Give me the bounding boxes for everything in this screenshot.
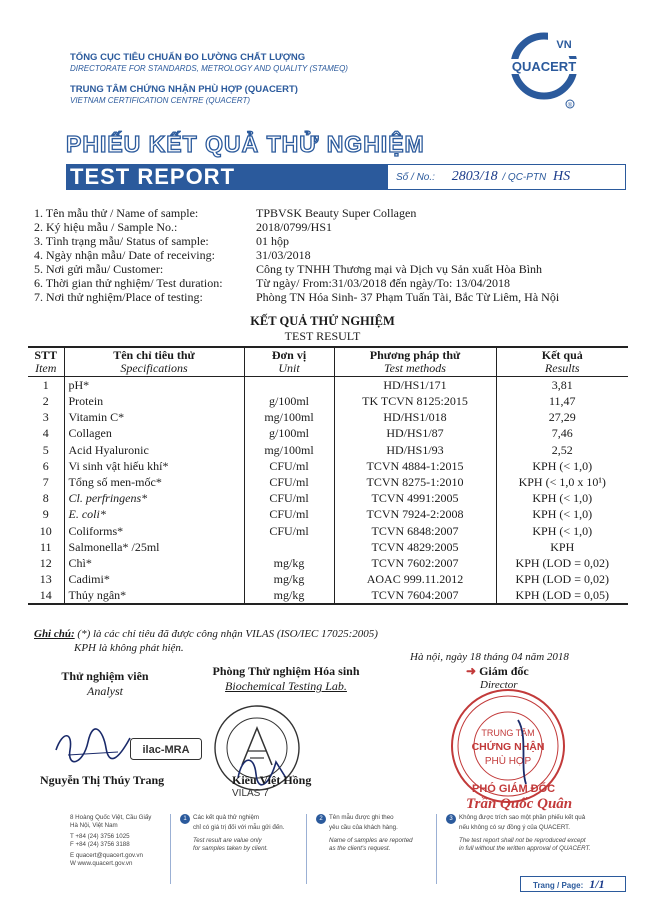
lab-head-name: Kiều Việt Hồng xyxy=(232,773,312,787)
org-name-en: DIRECTORATE FOR STANDARDS, METROLOGY AND QUALITY (STAMEQ) xyxy=(70,64,348,73)
cell-spec: Collagen xyxy=(64,425,244,441)
seal-line-2: CHỨNG NHẬN xyxy=(471,741,545,753)
report-number-suffix: / QC-PTN xyxy=(502,172,547,183)
footer-badge-3: 3 xyxy=(446,814,456,824)
cell-spec: Thủy ngân* xyxy=(64,587,244,604)
info-label: 6. Thời gian thử nghiệm/ Test duration: xyxy=(34,276,223,290)
cell-method: TCVN 4884-1:2015 xyxy=(334,458,496,474)
table-row xyxy=(28,523,628,539)
report-number-label: Số / No.: xyxy=(396,172,435,183)
cell-result: KPH xyxy=(496,539,628,555)
cell-method: TCVN 7604:2007 xyxy=(334,587,496,604)
issue-date: Hà nội, ngày 18 tháng 04 năm 2018 xyxy=(410,651,569,663)
footer-divider xyxy=(306,814,307,884)
org-name-vn: TỔNG CỤC TIÊU CHUẨN ĐO LƯỜNG CHẤT LƯỢNG xyxy=(70,52,306,63)
cell-result: KPH (< 1,0) xyxy=(496,506,628,522)
cell-stt: 6 xyxy=(42,458,49,473)
analyst-title-en: Analyst xyxy=(87,684,123,698)
cell-stt: 8 xyxy=(42,491,49,506)
table-row xyxy=(28,506,628,522)
ilac-mark-text: ilac-MRA xyxy=(142,744,190,756)
cell-result: KPH (< 1,0) xyxy=(496,458,628,474)
col-header-unit: Đơn vị Unit xyxy=(244,347,334,377)
cell-result: KPH (< 1,0) xyxy=(496,490,628,506)
page-label: Trang / Page: xyxy=(533,881,584,890)
table-row xyxy=(28,474,628,490)
cell-spec: pH* xyxy=(64,377,244,394)
cell-spec: E. coli* xyxy=(64,506,244,522)
footer-note-3: 3 Không được trích sao một phần phiếu kết quả nếu không có sự đồng ý của QUACERT. The test report shall not be reproduced except in full without the written approval of QUACERT. xyxy=(446,814,630,853)
cell-stt: 13 xyxy=(39,572,52,587)
cell-result: KPH (LOD = 0,05) xyxy=(496,587,628,604)
table-row xyxy=(28,409,628,425)
cell-stt: 11 xyxy=(39,539,52,554)
cell-unit: mg/100ml xyxy=(244,409,334,425)
cell-spec: Protein xyxy=(64,393,244,409)
cell-stt: 5 xyxy=(42,442,49,457)
cell-result: KPH (LOD = 0,02) xyxy=(496,555,628,571)
table-row xyxy=(28,442,628,458)
cell-method: TCVN 7602:2007 xyxy=(334,555,496,571)
cell-unit: CFU/ml xyxy=(244,523,334,539)
footer-badge-2: 2 xyxy=(316,814,326,824)
director-arrow-icon: ➜ xyxy=(466,664,477,678)
cell-result: 7,46 xyxy=(496,425,628,441)
analyst-block xyxy=(40,669,170,699)
cell-method: TK TCVN 8125:2015 xyxy=(334,393,496,409)
seal-line-3: PHÙ HỢP xyxy=(484,756,532,767)
cell-spec: Coliforms* xyxy=(64,523,244,539)
vilas-mark: VILAS 7 xyxy=(232,788,269,799)
cell-result: KPH (< 1,0 x 10¹) xyxy=(496,474,628,490)
footer-note-1: 1 Các kết quả thử nghiệm chỉ có giá trị đối với mẫu gửi đến. Test result are value only for samples taken by client. xyxy=(180,814,312,853)
report-number-value: 2803/18 xyxy=(451,169,498,184)
info-value: 2018/0799/HS1 xyxy=(256,220,333,234)
footer-badge-1: 1 xyxy=(180,814,190,824)
table-row xyxy=(28,458,628,474)
cell-unit xyxy=(244,539,334,555)
results-table xyxy=(28,346,628,605)
cell-spec: Acid Hyaluronic xyxy=(64,442,244,458)
cell-unit: CFU/ml xyxy=(244,506,334,522)
table-row xyxy=(28,393,628,409)
cell-unit xyxy=(244,377,334,394)
info-label: 4. Ngày nhận mẫu/ Date of receiving: xyxy=(34,248,215,262)
info-value: 01 hộp xyxy=(256,234,289,248)
analyst-signature-icon xyxy=(48,720,138,770)
logo-text: QUACERT xyxy=(511,59,577,74)
cell-stt: 4 xyxy=(42,426,49,441)
page-number xyxy=(520,876,626,892)
report-number xyxy=(396,166,570,189)
cell-spec: Chì* xyxy=(64,555,244,571)
info-label: 3. Tình trạng mẫu/ Status of sample: xyxy=(34,234,209,248)
cell-result: 2,52 xyxy=(496,442,628,458)
cell-spec: Tổng số men-mốc* xyxy=(64,474,244,490)
lab-block xyxy=(196,664,376,694)
analyst-name: Nguyễn Thị Thúy Trang xyxy=(40,773,165,787)
logo-vn-mark: VN xyxy=(556,39,572,51)
cell-unit: mg/kg xyxy=(244,587,334,604)
footer-note-2: 2 Tên mẫu được ghi theo yêu cầu của khách hàng. Name of samples are reported as the client's request. xyxy=(316,814,440,853)
cell-unit: CFU/ml xyxy=(244,458,334,474)
cell-stt: 2 xyxy=(42,394,49,409)
cell-unit: CFU/ml xyxy=(244,490,334,506)
cell-unit: CFU/ml xyxy=(244,474,334,490)
analyst-title-vn: Thử nghiệm viên xyxy=(61,669,149,683)
footer-address-1: 8 Hoàng Quốc Việt, Cầu Giấy xyxy=(70,814,152,821)
cell-method: TCVN 4991:2005 xyxy=(334,490,496,506)
cell-method: TCVN 4829:2005 xyxy=(334,539,496,555)
info-value: Công ty TNHH Thương mại và Dịch vụ Sản xuất Hòa Bình xyxy=(256,262,543,276)
note-line-2: KPH là không phát hiện. xyxy=(74,642,184,654)
footer-divider xyxy=(170,814,171,884)
cell-method: TCVN 7924-2:2008 xyxy=(334,506,496,522)
table-row xyxy=(28,425,628,441)
cell-stt: 10 xyxy=(39,523,52,538)
info-value: TPBVSK Beauty Super Collagen xyxy=(256,206,417,220)
table-row xyxy=(28,571,628,587)
footer-email: E quacert@quacert.gov.vn xyxy=(70,852,143,859)
cell-result: KPH (LOD = 0,02) xyxy=(496,571,628,587)
col-header-spec: Tên chỉ tiêu thử Specifications xyxy=(64,347,244,377)
footnote xyxy=(34,627,378,655)
cell-method: HD/HS1/87 xyxy=(334,425,496,441)
cell-stt: 9 xyxy=(42,507,49,522)
info-label: 2. Ký hiệu mẫu / Sample No.: xyxy=(34,220,178,234)
table-row xyxy=(28,539,628,555)
info-label: 7. Nơi thử nghiệm/Place of testing: xyxy=(34,290,203,304)
cell-stt: 7 xyxy=(42,475,49,490)
cell-method: HD/HS1/93 xyxy=(334,442,496,458)
results-title-vn: KẾT QUẢ THỬ NGHIỆM xyxy=(250,314,395,328)
cell-method: TCVN 8275-1:2010 xyxy=(334,474,496,490)
table-header-row xyxy=(28,347,628,377)
cell-spec: Vi sinh vật hiếu khí* xyxy=(64,458,244,474)
info-label: 5. Nơi gửi mẫu/ Customer: xyxy=(34,262,164,276)
director-title-en: Director xyxy=(480,679,518,691)
cell-unit: g/100ml xyxy=(244,393,334,409)
cell-stt: 12 xyxy=(39,555,52,570)
director-name: Trần Quốc Quân xyxy=(466,796,573,812)
cell-unit: mg/kg xyxy=(244,555,334,571)
page-value: 1/1 xyxy=(589,877,605,891)
svg-text:®: ® xyxy=(567,103,573,109)
deputy-director-title: PHÓ GIÁM ĐỐC xyxy=(472,783,556,795)
cell-spec: Vitamin C* xyxy=(64,409,244,425)
cell-unit: mg/100ml xyxy=(244,442,334,458)
cell-result: 11,47 xyxy=(496,393,628,409)
footer-tel: T +84 (24) 3756 1025 xyxy=(70,833,130,840)
lab-title-en: Biochemical Testing Lab. xyxy=(225,679,347,693)
director-title xyxy=(466,664,529,679)
quacert-logo xyxy=(508,28,580,114)
report-number-code: HS xyxy=(553,169,571,184)
cell-unit: g/100ml xyxy=(244,425,334,441)
cell-spec: Cl. perfringens* xyxy=(64,490,244,506)
table-row xyxy=(28,587,628,604)
lab-title-vn: Phòng Thử nghiệm Hóa sinh xyxy=(212,664,360,678)
cell-stt: 3 xyxy=(42,410,49,425)
report-title-vn: PHIẾU KẾT QUẢ THỬ NGHIỆM xyxy=(66,131,425,157)
note-label: Ghi chú: xyxy=(34,628,75,640)
cell-result: 3,81 xyxy=(496,377,628,394)
info-value: Từ ngày/ From:31/03/2018 đến ngày/To: 13/04/2018 xyxy=(256,276,510,290)
cell-result: 27,29 xyxy=(496,409,628,425)
cell-method: TCVN 6848:2007 xyxy=(334,523,496,539)
footer-address-2: Hà Nội, Việt Nam xyxy=(70,822,118,829)
info-label: 1. Tên mẫu thử / Name of sample: xyxy=(34,206,199,220)
cell-method: AOAC 999.11.2012 xyxy=(334,571,496,587)
col-header-stt: STT Item xyxy=(28,347,64,377)
info-value: 31/03/2018 xyxy=(256,248,311,262)
footer-fax: F +84 (24) 3756 3188 xyxy=(70,841,130,848)
footer-divider xyxy=(436,814,437,884)
table-row xyxy=(28,377,628,394)
centre-name-en: VIETNAM CERTIFICATION CENTRE (QUACERT) xyxy=(70,96,251,105)
cell-stt: 14 xyxy=(28,587,64,604)
note-line-1: (*) là các chỉ tiêu đã được công nhận VILAS (ISO/IEC 17025:2005) xyxy=(77,628,378,640)
ilac-mra-logo xyxy=(130,738,202,760)
director-title-vn: Giám đốc xyxy=(479,664,529,678)
cell-method: HD/HS1/171 xyxy=(334,377,496,394)
seal-line-1: TRUNG TÂM xyxy=(481,728,535,738)
centre-name-vn: TRUNG TÂM CHỨNG NHẬN PHÙ HỢP (QUACERT) xyxy=(70,84,298,95)
cell-spec: Cadimi* xyxy=(64,571,244,587)
col-header-method: Phương pháp thử Test methods xyxy=(334,347,496,377)
col-header-result: Kết quả Results xyxy=(496,347,628,377)
results-title-en: TEST RESULT xyxy=(284,329,361,343)
cell-stt: 1 xyxy=(42,378,49,392)
table-row xyxy=(28,490,628,506)
cell-spec: Salmonella* /25ml xyxy=(64,539,244,555)
info-value: Phòng TN Hóa Sinh- 37 Phạm Tuấn Tài, Bắc Từ Liêm, Hà Nội xyxy=(256,290,560,304)
cell-unit: mg/kg xyxy=(244,571,334,587)
footer-web: W www.quacert.gov.vn xyxy=(70,860,133,867)
cell-method: HD/HS1/018 xyxy=(334,409,496,425)
cell-result: KPH (< 1,0) xyxy=(496,523,628,539)
table-row xyxy=(28,555,628,571)
report-title-en: TEST REPORT xyxy=(70,164,236,189)
